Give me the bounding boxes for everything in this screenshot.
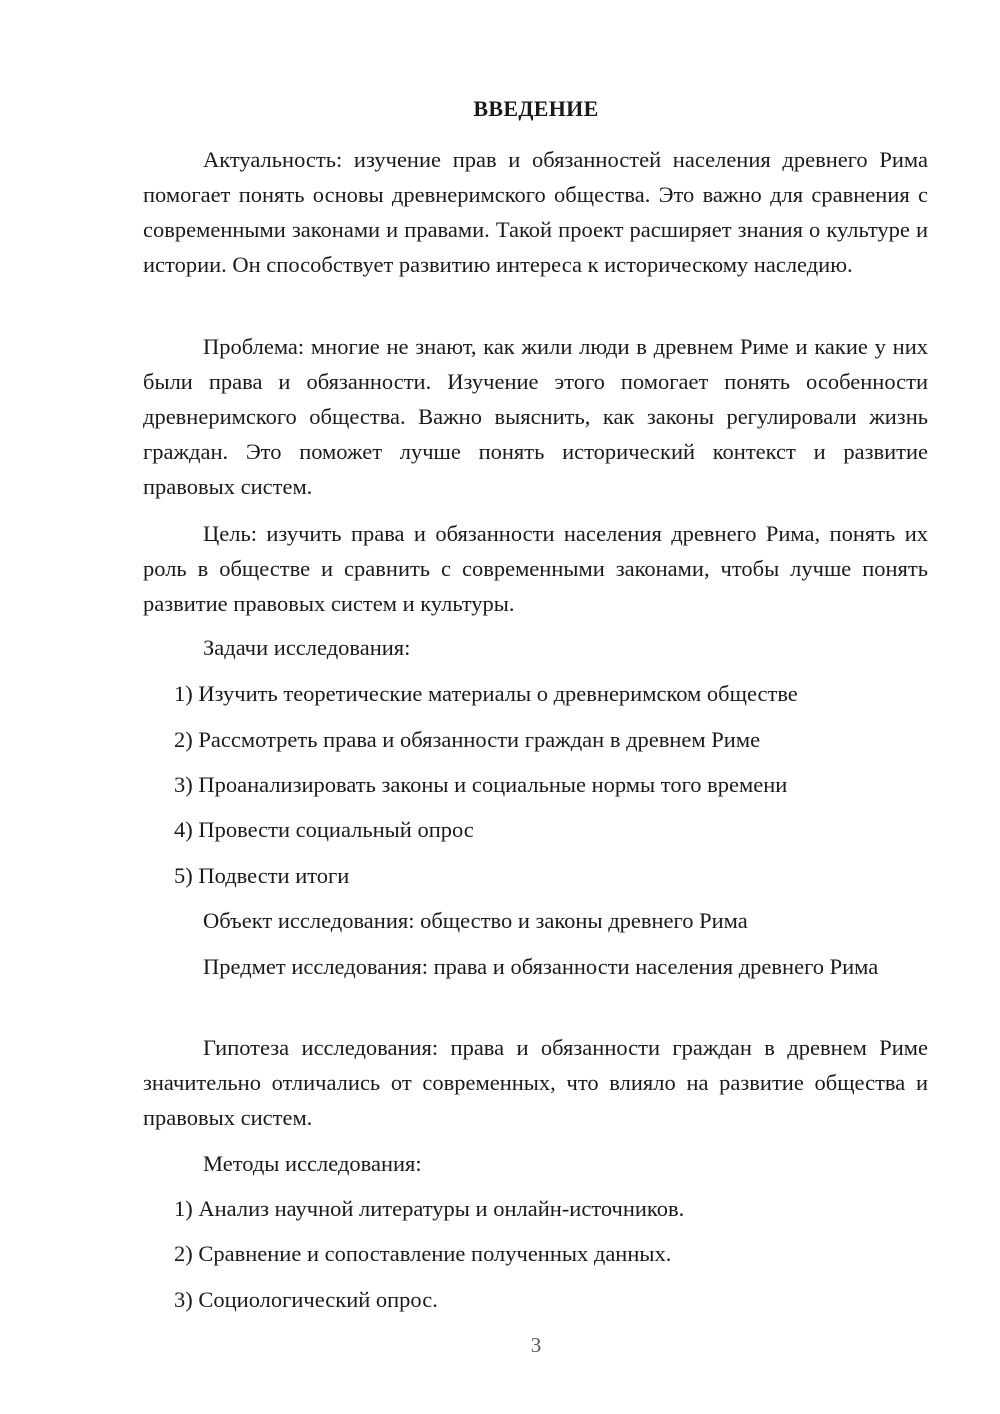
method-item: 1) Анализ научной литературы и онлайн-источников.: [174, 1196, 685, 1221]
relevance-paragraph: Актуальность: изучение прав и обязанностей населения древнего Рима помогает понять основы древнеримского общества. Это важно для сравнения с современными законами и правами. Такой проект расширяет знания о культуре и истории. Он способствует развитию интереса к историческому наследию.: [143, 147, 928, 277]
task-item: 5) Подвести итоги: [174, 863, 350, 888]
task-item: 2) Рассмотреть права и обязанности граждан в древнем Риме: [174, 727, 761, 752]
object-line: Объект исследования: общество и законы древнего Рима: [203, 908, 748, 933]
method-item: 2) Сравнение и сопоставление полученных данных.: [174, 1241, 672, 1266]
hypothesis-paragraph: Гипотеза исследования: права и обязанности граждан в древнем Риме значительно отличались от современных, что влияло на развитие общества и правовых систем.: [143, 1035, 928, 1130]
subject-paragraph: Предмет исследования: права и обязанности населения древнего Рима: [203, 954, 879, 979]
task-item: 3) Проанализировать законы и социальные нормы того времени: [174, 772, 788, 797]
tasks-title: Задачи исследования:: [203, 635, 411, 660]
task-item: 4) Провести социальный опрос: [174, 817, 474, 842]
section-heading: ВВЕДЕНИЕ: [473, 96, 599, 121]
methods-title: Методы исследования:: [203, 1151, 422, 1176]
method-item: 3) Социологический опрос.: [174, 1287, 438, 1312]
task-item: 1) Изучить теоретические материалы о древнеримском обществе: [174, 681, 798, 706]
goal-paragraph: Цель: изучить права и обязанности населения древнего Рима, понять их роль в обществе и сравнить с современными законами, чтобы лучше понять развитие правовых систем и культуры.: [143, 521, 928, 616]
page-number: 3: [530, 1333, 542, 1357]
problem-paragraph: Проблема: многие не знают, как жили люди в древнем Риме и какие у них были права и обязанности. Изучение этого помогает понять особенности древнеримского общества. Важно выяснить, как законы регулировали жизнь граждан. Это поможет лучше понять исторический контекст и развитие правовых систем.: [143, 334, 928, 499]
